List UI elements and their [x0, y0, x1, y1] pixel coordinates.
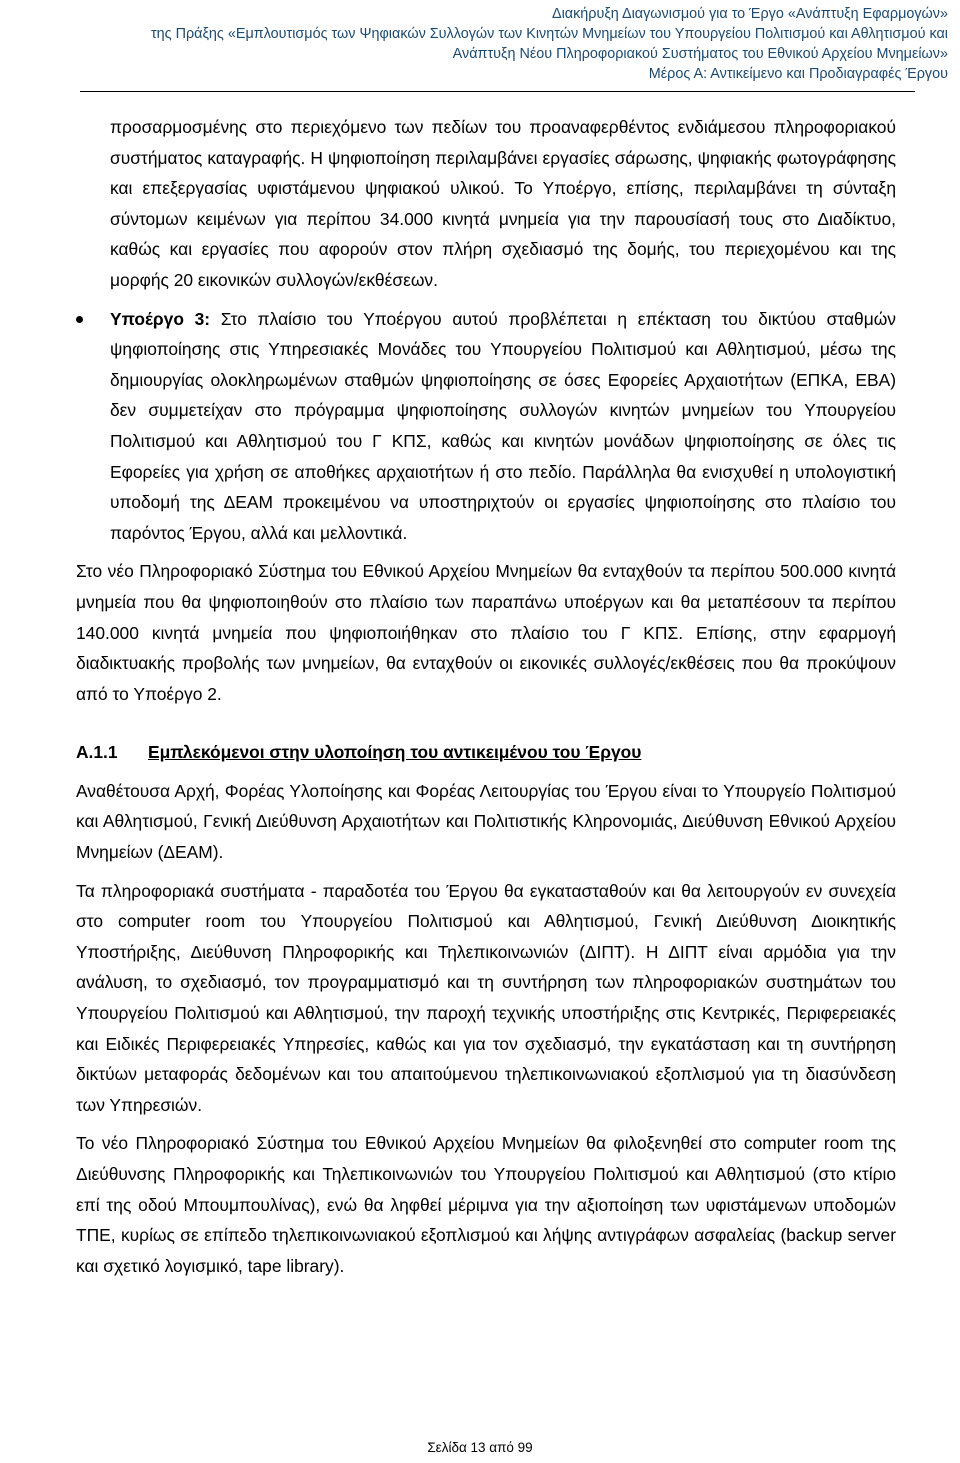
- section-number: Α.1.1: [76, 742, 118, 763]
- page-footer: Σελίδα 13 από 99: [427, 1440, 533, 1455]
- paragraph-new-system: Στο νέο Πληροφοριακό Σύστημα του Εθνικού Αρχείου Μνημείων θα ενταχθούν τα περίπου 500.000 κινητά μνημεία που θα ψηφιοποιηθούν στο πλαίσιο των παραπάνω υποέργων και θα μεταπέσουν τα περίπου 140.000 κινητά μνημεία που ψηφιοποιήθηκαν στο πλαίσιο του Γ ΚΠΣ. Επίσης, στην εφαρμογή διαδικτυακής προβολής των μνημείων, θα ενταχθούν οι εικονικές συλλογές/εκθέσεις που θα προκύψουν από το Υποέργο 2.: [76, 561, 896, 704]
- bullet-paragraph: [102, 304, 896, 549]
- bullet-dot-icon: [76, 316, 83, 323]
- section-heading: [76, 737, 896, 768]
- header-line-3: Ανάπτυξη Νέου Πληροφοριακού Συστήματος του Εθνικού Αρχείου Μνημείων»: [452, 46, 948, 62]
- page-header: [18, 4, 948, 84]
- header-line-2: της Πράξης «Εμπλουτισμός των Ψηφιακών Συλλογών των Κινητών Μνημείων του Υπουργείου Πολιτισμού και Αθλητισμού και: [150, 26, 948, 42]
- section-title: Εμπλεκόμενοι στην υλοποίηση του αντικειμένου του Έργου: [148, 742, 642, 763]
- section-paragraph-3: Το νέο Πληροφοριακό Σύστημα του Εθνικού Αρχείου Μνημείων θα φιλοξενηθεί στο computer room της Διεύθυνσης Πληροφορικής και Τηλεπικοινωνιών του Υπουργείου Πολιτισμού και Αθλητισμού (στο κτίριο επί της οδού Μπουμπουλίνας), ενώ θα ληφθεί μέριμνα για την αξιοποίηση των υφιστάμενων υποδομών ΤΠΕ, κυρίως σε επίπεδο τηλεπικοινωνιακού εξοπλισμού και λήψης αντιγράφων ασφαλείας (backup server και σχετικό λογισμικό, tape library).: [76, 1133, 896, 1276]
- intro-paragraph: προσαρμοσμένης στο περιεχόμενο των πεδίων του προαναφερθέντος ενδιάμεσου πληροφοριακού συστήματος καταγραφής. Η ψηφιοποίηση περιλαμβάνει εργασίες σάρωσης, ψηφιακής φωτογράφησης και επεξεργασίας υφιστάμενου ψηφιακού υλικού. Το Υποέργο, επίσης, περιλαμβάνει τη σύνταξη σύντομων κειμένων για περίπου 34.000 κινητά μνημεία για την παρουσίασή τους στο Διαδίκτυο, καθώς και εργασίες που αφορούν στον πλήρη σχεδιασμό της δομής, του περιεχομένου και της μορφής 20 εικονικών συλλογών/εκθέσεων.: [110, 117, 896, 290]
- header-divider: [80, 91, 915, 92]
- header-line-1: Διακήρυξη Διαγωνισμού για το Έργο «Ανάπτυξη Εφαρμογών»: [551, 6, 948, 22]
- header-line-4: Μέρος Α: Αντικείμενο και Προδιαγραφές Έργου: [648, 66, 948, 82]
- bullet-item-subproject-3: [76, 304, 896, 549]
- bullet-title: Υποέργο 3:: [110, 308, 211, 329]
- section-paragraph-2: Τα πληροφοριακά συστήματα - παραδοτέα του Έργου θα εγκατασταθούν και θα λειτουργούν εν συνεχεία στο computer room του Υπουργείου Πολιτισμού και Αθλητισμού, Γενική Διεύθυνση Διοικητικής Υποστήριξης, Διεύθυνση Πληροφορικής και Τηλεπικοινωνιών (ΔΙΠΤ). Η ΔΙΠΤ είναι αρμόδια για την ανάλυση, το σχεδιασμό, τον προγραμματισμό και τη συντήρηση των πληροφοριακών συστημάτων του Υπουργείου Πολιτισμού και Αθλητισμού, την παροχή τεχνικής υποστήριξης στις Κεντρικές, Περιφερειακές και Ειδικές Περιφερειακές Υπηρεσίες, καθώς και για τον σχεδιασμό, την εγκατάσταση και τη συντήρηση δικτύων μεταφοράς δεδομένων και του απαιτούμενου τηλεπικοινωνιακού εξοπλισμού για τη διασύνδεση των Υπηρεσιών.: [76, 880, 896, 1115]
- section-paragraph-1: Αναθέτουσα Αρχή, Φορέας Υλοποίησης και Φορέας Λειτουργίας του Έργου είναι το Υπουργείο Πολιτισμού και Αθλητισμού, Γενική Διεύθυνση Αρχαιοτήτων και Πολιτιστικής Κληρονομιάς, Διεύθυνση Εθνικού Αρχείου Μνημείων (ΔΕΑΜ).: [76, 780, 896, 863]
- bullet-text: Στο πλαίσιο του Υποέργου αυτού προβλέπεται η επέκταση του δικτύου σταθμών ψηφιοποίησης στις Υπηρεσιακές Μονάδες του Υπουργείου Πολιτισμού και Αθλητισμού, μέσω της δημιουργίας ολοκληρωμένων σταθμών ψηφιοποίησης σε όσες Εφορείες Αρχαιοτήτων (ΕΠΚΑ, ΕΒΑ) δεν συμμετείχαν στο πρόγραμμα ψηφιοποίησης συλλογών κινητών μνημείων του Υπουργείου Πολιτισμού και Αθλητισμού του Γ ΚΠΣ, καθώς και κινητών μονάδων ψηφιοποίησης σε όλες τις Εφορείες για χρήση σε αποθήκες αρχαιοτήτων ή στο πεδίο. Παράλληλα θα ενισχυθεί η υπολογιστική υποδομή της ΔΕΑΜ προκειμένου να υποστηριχτούν οι εργασίες ψηφιοποίησης στο πλαίσιο του παρόντος Έργου, αλλά και μελλοντικά.: [110, 308, 896, 543]
- document-body: [76, 112, 896, 1281]
